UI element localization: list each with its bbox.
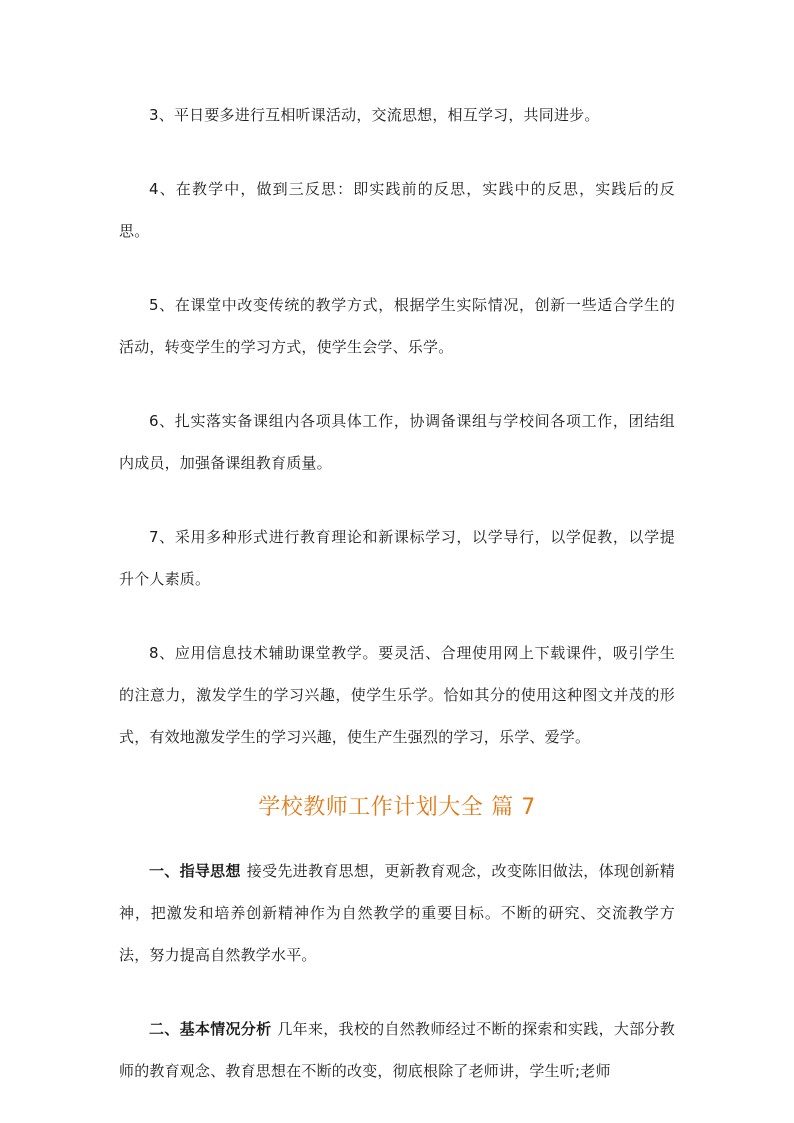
section-heading: 一、指导思想 — [149, 862, 241, 880]
list-item-7: 7、采用多种形式进行教育理论和新课标学习，以学导行，以学促教，以学提升个人素质。 — [119, 528, 675, 588]
list-item-8: 8、应用信息技术辅助课堂教学。要灵活、合理使用网上下载课件，吸引学生的注意力，激发学生的学习兴趣，使学生乐学。恰如其分的使用这种图文并茂的形式，有效地激发学生的学习兴趣，使生产生强烈的学习，乐学、爱学。 — [119, 644, 675, 746]
section-guiding-ideology — [119, 850, 675, 976]
section-text: 接受先进教育思想，更新教育观念，改变陈旧做法，体现创新精神，把激发和培养创新精神作为自然教学的重要目标。不断的研究、交流教学方法，努力提高自然教学水平。 — [119, 862, 675, 964]
section-chapter: 篇 7 — [491, 795, 536, 820]
section-title — [119, 790, 675, 826]
section-title-text: 学校教师工作计划大全 — [258, 795, 484, 820]
list-item-6: 6、扎实落实备课组内各项具体工作，协调备课组与学校间各项工作，团结组内成员，加强备课组教育质量。 — [119, 412, 675, 472]
section-heading: 二、基本情况分析 — [149, 1020, 272, 1038]
list-item-5: 5、在课堂中改变传统的教学方式，根据学生实际情况，创新一些适合学生的活动，转变学生的学习方式，使学生会学、乐学。 — [119, 296, 675, 356]
list-item-3: 3、平日要多进行互相听课活动，交流思想，相互学习，共同进步。 — [149, 106, 600, 124]
document-content — [119, 94, 675, 1123]
list-item-4: 4、在教学中，做到三反思：即实践前的反思，实践中的反思，实践后的反思。 — [119, 180, 675, 240]
section-text: 几年来，我校的自然教师经过不断的探索和实践，大部分教师的教育观念、教育思想在不断的改变，彻底根除了老师讲，学生听;老师 — [119, 1020, 675, 1080]
section-basic-analysis — [119, 1008, 675, 1092]
